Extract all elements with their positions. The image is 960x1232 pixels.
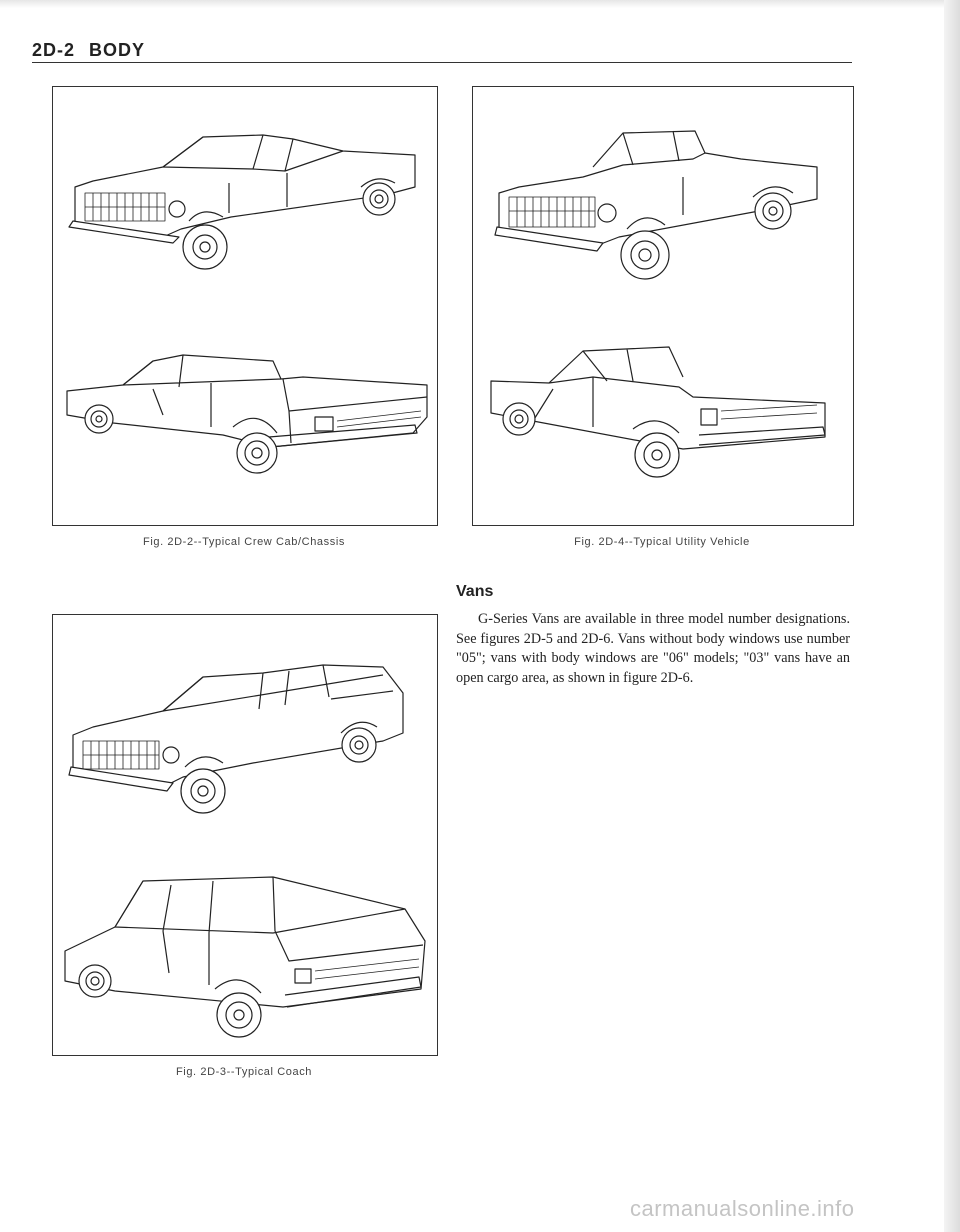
page-header [32, 40, 145, 61]
crew-cab-rear-view [67, 355, 427, 473]
figure-caption-crew-cab: Fig. 2D-2--Typical Crew Cab/Chassis [143, 536, 345, 548]
crew-cab-illustration [53, 87, 437, 525]
page-edge-right [944, 0, 960, 1232]
figure-crew-cab [52, 86, 438, 526]
watermark-text: carmanualsonline.info [630, 1196, 855, 1221]
utility-vehicle-illustration [473, 87, 853, 525]
coach-illustration [53, 615, 437, 1055]
figure-utility-vehicle [472, 86, 854, 526]
page-shadow-top [0, 0, 960, 8]
crew-cab-front-view [69, 135, 415, 269]
section-heading: Vans [456, 583, 494, 600]
section-number: 2D-2 [32, 40, 76, 60]
utility-front-view [495, 131, 817, 279]
coach-rear-view [65, 877, 425, 1037]
coach-front-view [69, 665, 403, 813]
section-title: BODY [89, 40, 146, 60]
section-paragraph: G-Series Vans are available in three model number designations. See figures 2D-5 and 2D-6. Vans without body windows use number "05"; vans with body windows are "06" models; "03" vans have an open cargo area, as shown in figure 2D-6. [456, 611, 850, 686]
figure-coach [52, 614, 438, 1056]
header-rule [32, 62, 852, 63]
figure-caption-coach: Fig. 2D-3--Typical Coach [175, 1066, 313, 1078]
utility-rear-view [491, 347, 825, 477]
figure-caption-utility-vehicle: Fig. 2D-4--Typical Utility Vehicle [574, 536, 750, 548]
